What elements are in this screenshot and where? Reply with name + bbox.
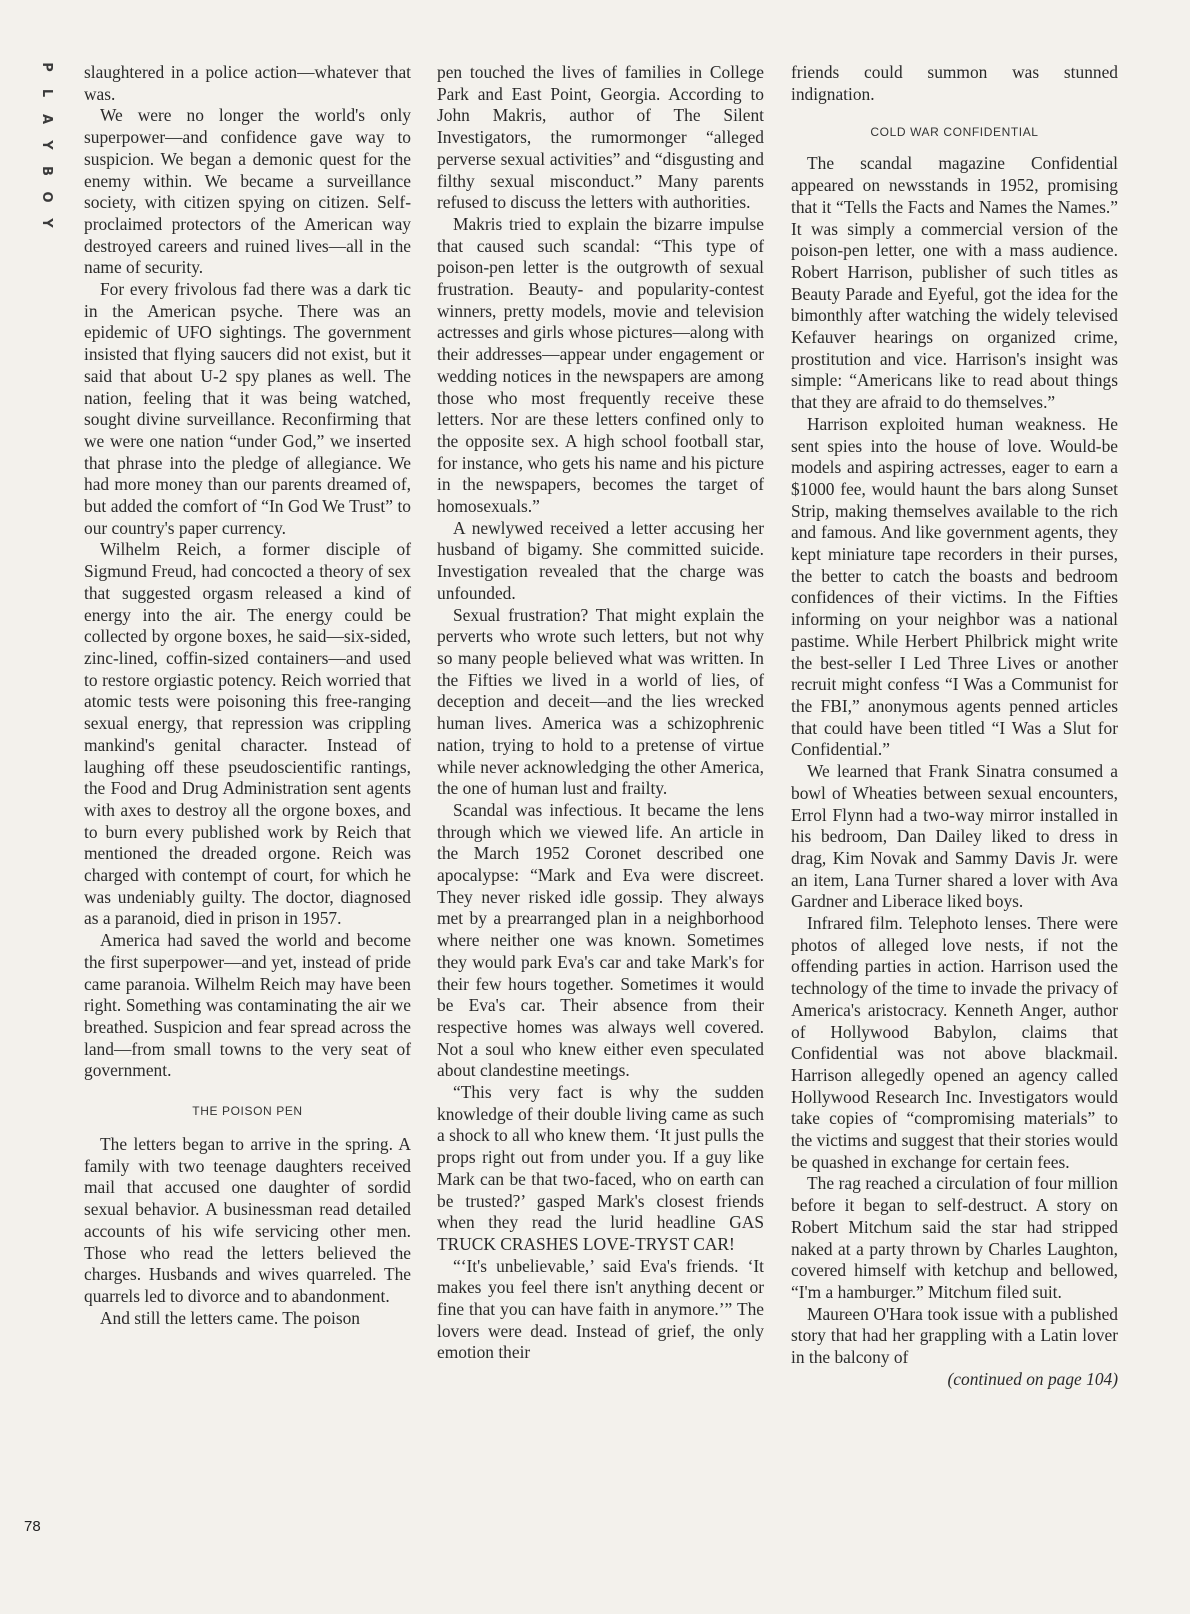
paragraph: Sexual frustration? That might explain the perverts who wrote such letters, but not why so many people believed what was written. In the Fifties we lived in a world of lies, of deception and deceit—and the lies wrecked human lives. America was a schizophrenic nation, trying to hold to a pretense of virtue while never acknowledging the other America, the one of human lust and frailty. <box>437 604 764 799</box>
running-head-letter: Y <box>39 140 54 150</box>
paragraph: And still the letters came. The poison <box>100 1307 361 1328</box>
paragraph: The rag reached a circulation of four million before it began to self-destruct. A story on Robert Mitchum said the star had stripped naked at a party thrown by Charles Laughton, covered himself with ketchup and bellowed, “I'm a hamburger.” Mitchum filed suit. <box>791 1173 1118 1302</box>
paragraph: We were no longer the world's only superpower—and confidence gave way to suspicion. We began a demonic quest for the enemy within. We became a surveillance society, with citizen spying on citizen. Self-proclaimed protectors of the American way destroyed careers and ruined lives—all in the name of security. <box>84 105 411 278</box>
continued-note: (continued on page 104) <box>947 1368 1118 1389</box>
paragraph: pen touched the lives of families in College Park and East Point, Georgia. According to John Makris, author of The Silent Investigators, the rumormonger “alleged perverse sexual activities” and “disgusting and filthy sexual misconduct.” Many parents refused to discuss the letters with authorities. <box>437 62 764 213</box>
running-head-playboy <box>30 54 54 236</box>
paragraph: America had saved the world and become the first superpower—and yet, instead of pride came paranoia. Wilhelm Reich may have been right. Something was contaminating the air we breathed. Suspicion and fear spread across the land—from small towns to the very seat of government. <box>84 930 411 1081</box>
paragraph: The letters began to arrive in the spring. A family with two teenage daughters received mail that accused one daughter of sordid sexual behavior. A businessman read detailed accounts of his wife servicing other men. Those who read the letters believed the charges. Husbands and wives quarreled. The quarrels led to divorce and to abandonment. <box>84 1134 411 1306</box>
paragraph: Wilhelm Reich, a former disciple of Sigmund Freud, had concocted a theory of sex that suggested orgasm released a kind of energy into the air. The energy could be collected by orgone boxes, he said—six-sided, zinc-lined, coffin-sized containers—and used to restore orgiastic potency. Reich worried that atomic tests were poisoning this free-ranging sexual energy, that repression was crippling mankind's genital character. Instead of laughing off these pseudoscientific rantings, the Food and Drug Administration sent agents with axes to destroy all the orgone boxes, and to burn every published work by Reich that mentioned the dreaded orgone. Reich was charged with contempt of court, for which he was undeniably guilty. The doctor, diagnosed as a paranoid, died in prison in 1957. <box>84 539 411 929</box>
paragraph: slaughtered in a police action—whatever that was. <box>84 62 411 104</box>
paragraph: A newlywed received a letter accusing her husband of bigamy. She committed suicide. Investigation revealed that the charge was unfounded. <box>437 517 764 603</box>
paragraph: friends could summon was stunned indignation. <box>791 62 1118 104</box>
section-heading: COLD WAR CONFIDENTIAL <box>870 125 1039 140</box>
paragraph: The scandal magazine Confidential appeared on newsstands in 1952, promising that it “Tells the Facts and Names the Names.” It was simply a commercial version of the poison-pen letter, one with a mass audience. Robert Harrison, publisher of such titles as Beauty Parade and Eyeful, got the idea for the bimonthly after watching the widely televised Kefauver hearings on organized crime, prostitution and vice. Harrison's insight was simple: “Americans like to read about things that they are afraid to do themselves.” <box>791 153 1118 413</box>
running-head-letter: B <box>39 166 54 176</box>
paragraph: Infrared film. Telephoto lenses. There were photos of alleged love nests, if not the offending parties in action. Harrison used the technology of the time to invade the privacy of America's aristocracy. Kenneth Anger, author of Hollywood Babylon, claims that Confidential was not above blackmail. Harrison allegedly opened an agency called Hollywood Research Inc. Investigators would take copies of “compromising materials” to the victims and suggest that their stories would be quashed in exchange for certain fees. <box>791 913 1118 1172</box>
paragraph: “This very fact is why the sudden knowledge of their double living came as such a shock to all who knew them. ‘It just pulls the props right out from under you. If a guy like Mark can be that two-faced, who on earth can be trusted?’ gasped Mark's closest friends when they read the lurid headline GAS TRUCK CRASHES LOVE-TRYST CAR! <box>437 1082 764 1254</box>
paragraph: “‘It's unbelievable,’ said Eva's friends. ‘It makes you feel there isn't anything decent or fine that you can have faith in anymore.’” The lovers were dead. Instead of grief, the only emotion their <box>437 1255 764 1363</box>
column-2 <box>437 62 764 1364</box>
paragraph: Maureen O'Hara took issue with a published story that had her grappling with a Latin lover in the balcony of <box>791 1303 1118 1368</box>
running-head-letter: O <box>39 191 54 203</box>
running-head-letter: P <box>39 62 54 72</box>
section-heading: THE POISON PEN <box>192 1104 303 1119</box>
paragraph: For every frivolous fad there was a dark tic in the American psyche. There was an epidemic of UFO sightings. The government insisted that flying saucers did not exist, but it said that about U-2 spy planes as well. The nation, feeling that it was being watched, sought divine surveillance. Reconfirming that we were one nation “under God,” we inserted that phrase into the pledge of allegiance. We had more money than our parents dreamed of, but added the comfort of “In God We Trust” to our country's paper currency. <box>84 279 411 538</box>
column-1 <box>84 62 411 1329</box>
running-head-letter: L <box>39 88 54 98</box>
column-3 <box>791 62 1118 1390</box>
running-head-letter: A <box>39 113 54 125</box>
paragraph: Makris tried to explain the bizarre impulse that caused such scandal: “This type of poison-pen letter is the outgrowth of sexual frustration. Beauty- and popularity-contest winners, pretty models, movie and television actresses and girls whose pictures—along with their addresses—appear under engagement or wedding notices in the newspapers are among those who most frequently receive these letters. Nor are these letters confined only to the opposite sex. A high school football star, for instance, who gets his name and his picture in the newspapers, becomes the target of homosexuals.” <box>437 213 764 517</box>
paragraph: Harrison exploited human weakness. He sent spies into the house of love. Would-be models and aspiring actresses, eager to earn a $1000 fee, would haunt the bars along Sunset Strip, making themselves available to the rich and famous. And like government agents, they kept miniature tape recorders in their purses, the better to catch the boasts and bedroom confidences of their victims. In the Fifties informing on your neighbor was a national pastime. While Herbert Philbrick might write the best-seller I Led Three Lives or another recruit might confess “I Was a Communist for the FBI,” anonymous agents penned articles that could have been titled “I Was a Slut for Confidential.” <box>791 413 1118 760</box>
running-head-letter: Y <box>39 218 54 228</box>
paragraph: We learned that Frank Sinatra consumed a bowl of Wheaties between sexual encounters, Errol Flynn had a two-way mirror installed in his bedroom, Dan Dailey liked to dress in drag, Kim Novak and Sammy Davis Jr. were an item, Lana Turner shared a lover with Ava Gardner and Liberace liked boys. <box>791 761 1118 912</box>
paragraph: Scandal was infectious. It became the lens through which we viewed life. An article in the March 1952 Coronet described one apocalypse: “Mark and Eva were discreet. They never risked idle gossip. They always met by a prearranged plan in a neighborhood where neither one was known. Sometimes they would park Eva's car and take Mark's for their few hours together. Sometimes it would be Eva's car. Their absence from their respective homes was always well covered. Not a soul who knew either even speculated about clandestine meetings. <box>437 799 764 1081</box>
page-number: 78 <box>24 1518 41 1535</box>
